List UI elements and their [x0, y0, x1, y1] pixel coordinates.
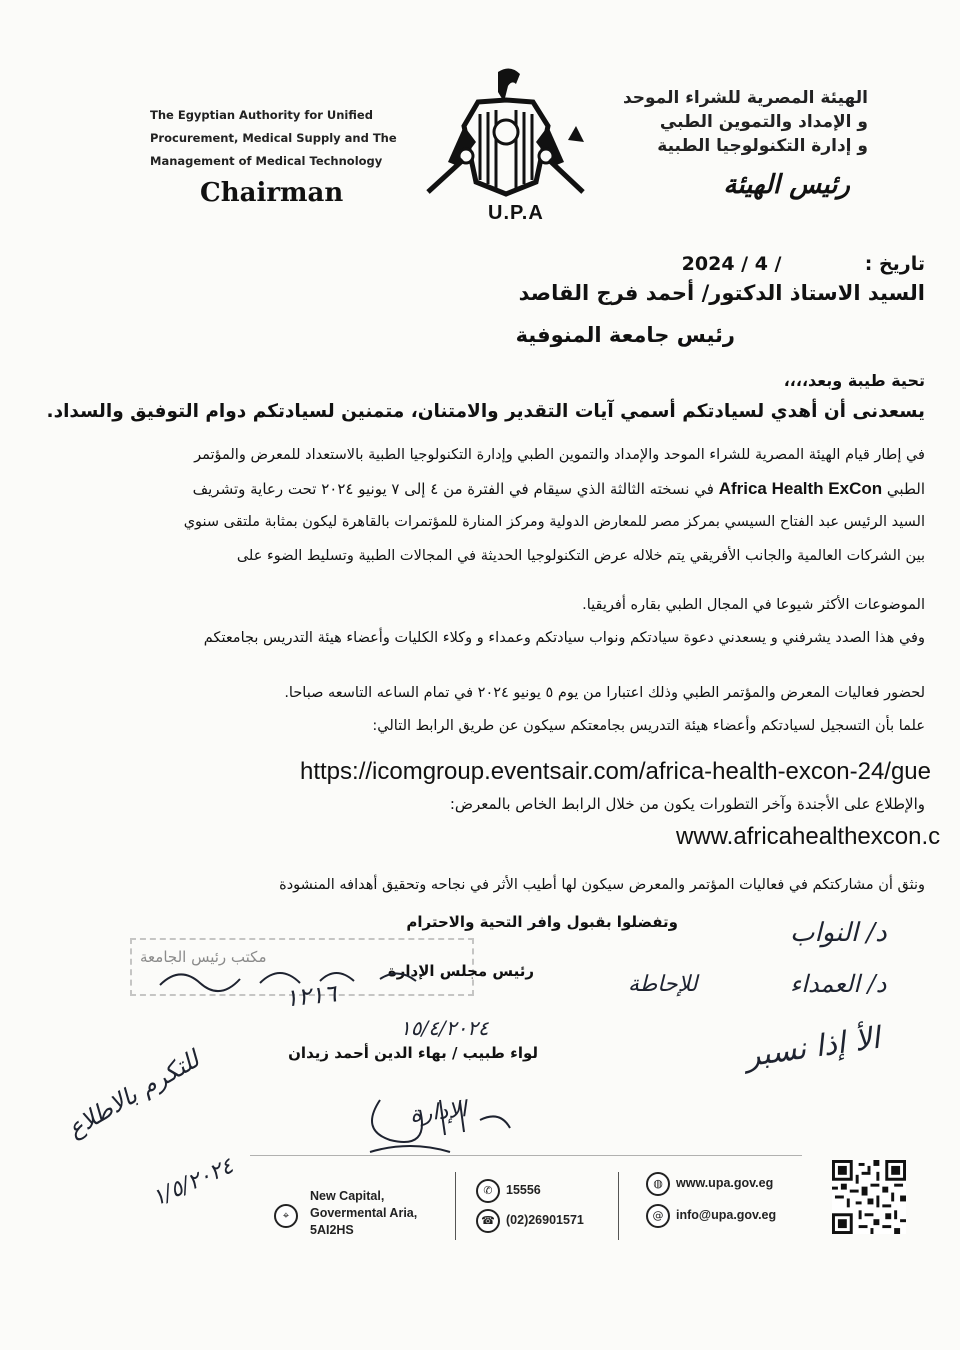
- addressee: السيد الاستاذ الدكتور/ أحمد فرج القاصد: [518, 281, 925, 305]
- body-line: وفي هذا الصدد يشرفني و يسعدني دعوة سيادتكم ونواب سيادتكم وعمداء و وكلاء الكليات وأعضاء هيئة التدريس بجامعتكم: [203, 630, 925, 646]
- body-line: السيد الرئيس عبد الفتاح السيسي بمركز مصر للمعارض الدولية ومركز المنارة للمؤتمرات بالقاهرة ليكون بمثابة ملتقى سنوي: [183, 514, 925, 530]
- english-org-name: [150, 104, 400, 173]
- body-line: علما بأن التسجيل لسيادتكم وأعضاء هيئة التدريس بجامعتكم سيكون عن طريق الرابط التالي:: [372, 718, 925, 734]
- body-line: لحضور فعاليات المعرض والمؤتمر الطبي وذلك اعتبارا من يوم ٥ يونيو ٢٠٢٤ في تمام الساعه التاسعه صباحا.: [284, 685, 925, 701]
- upa-logo-text: U.P.A: [488, 202, 544, 224]
- qr-code-icon: [832, 1160, 906, 1234]
- footer-phone-short: 15556: [506, 1183, 541, 1197]
- signatory-name: لواء طبيب / بهاء الدين أحمد زيدان: [288, 1044, 538, 1062]
- signature-scribble: [360, 1080, 520, 1160]
- handwritten-date: ١/٥/٢٠٢٤: [148, 1153, 238, 1212]
- at-icon: @: [646, 1204, 670, 1228]
- english-org-line: Procurement, Medical Supply and The: [150, 131, 397, 145]
- chairman-title-ar: رئيس الهيئة: [723, 170, 850, 200]
- body-line: بين الشركات العالمية والجانب الأفريقي يتم خلاله عرض التكنولوجيا الحديثة في المجالات الطبية وتسليط الضوء على: [236, 548, 925, 564]
- greeting: تحية طيبة وبعد،،،،: [783, 371, 925, 390]
- body-line-event: [193, 479, 925, 499]
- registration-link[interactable]: https://icomgroup.eventsair.com/africa-health-excon-24/gue: [300, 758, 931, 785]
- footer-separator: [618, 1172, 619, 1240]
- agenda-line: والإطلاع على الأجندة وآخر التطورات يكون من خلال الرابط الخاص بالمعرض:: [449, 795, 925, 813]
- handwritten-note: الأ إذا نسبر: [743, 1020, 883, 1075]
- footer-separator: [455, 1172, 456, 1240]
- salutation: وتفضلوا بقبول وافر التحية والاحترام: [406, 913, 678, 931]
- date-line: [682, 253, 925, 275]
- arabic-org-line: الهيئة المصرية للشراء الموحد: [622, 88, 868, 108]
- event-name: Africa Health ExCon: [718, 479, 883, 498]
- handwritten-number: ١٢١٦: [283, 979, 338, 1013]
- address-line: New Capital,: [310, 1189, 385, 1203]
- body-line: في إطار قيام الهيئة المصرية للشراء الموحد والإمداد والتموين الطبي وإدارة التكنولوجيا الطبية بالاستعداد للمعرض والمؤتمر: [194, 447, 925, 463]
- handwritten-note: للإحاطة: [628, 972, 698, 997]
- handwritten-note: د/ العمداء: [790, 970, 887, 998]
- footer-address: [310, 1188, 417, 1239]
- signatory-title: رئيس مجلس الإدارة: [387, 962, 534, 980]
- fax-icon: ☎: [476, 1209, 500, 1233]
- handwritten-note: للتكرم بالاطلاع: [62, 1045, 205, 1143]
- footer-phone-long: (02)26901571: [506, 1213, 584, 1227]
- exhibition-link[interactable]: www.africahealthexcon.c: [676, 823, 941, 850]
- phone-icon: ✆: [476, 1179, 500, 1203]
- footer-divider: [250, 1155, 802, 1156]
- address-line: Govermental Aria,: [310, 1206, 418, 1220]
- body-line: الطبي: [886, 480, 925, 498]
- arabic-org-line: و إدارة التكنولوجيا الطبية: [657, 136, 868, 156]
- addressee-title: رئيس جامعة المنوفية: [515, 323, 735, 347]
- handwritten-note: الإدارة: [408, 1097, 468, 1128]
- signature-scribble: [140, 955, 460, 995]
- handwritten-note: د/ النواب: [790, 918, 887, 948]
- location-icon: ⌖: [274, 1204, 298, 1228]
- date-value: 2024 / 4 /: [681, 253, 782, 275]
- body-line: الموضوعات الأكثر شيوعا في المجال الطبي بقاره أفريقيا.: [582, 597, 925, 613]
- arabic-org-line: و الإمداد والتموين الطبي: [659, 112, 868, 132]
- english-org-line: Management of Medical Technology: [150, 154, 383, 168]
- footer-email[interactable]: info@upa.gov.eg: [676, 1208, 777, 1222]
- arabic-org-name: [623, 86, 868, 158]
- intro-line: يسعدنى أن أهدي لسيادتكم أسمي آيات التقدير والامتنان، متمنين لسيادتكم دوام التوفيق والسداد.: [46, 401, 925, 422]
- footer-website[interactable]: www.upa.gov.eg: [676, 1176, 774, 1190]
- date-label: تاريخ :: [864, 253, 925, 275]
- closing-line: ونثق أن مشاركتكم في فعاليات المؤتمر والمعرض سيكون لها أطيب الأثر في نجاحه وتحقيق أهدافه المنشودة: [279, 877, 925, 893]
- body-line: في نسخته الثالثة الذي سيقام في الفترة من ٤ إلى ٧ يونيو ٢٠٢٤ تحت رعاية وتشريف: [192, 480, 714, 498]
- address-line: 5AI2HS: [310, 1223, 354, 1237]
- handwritten-date: ١٥/٤/٢٠٢٤: [400, 1016, 489, 1040]
- stamp-text: مكتب رئيس الجامعة: [140, 948, 267, 966]
- english-org-line: The Egyptian Authority for Unified: [150, 108, 373, 122]
- chairman-title-en: Chairman: [200, 178, 344, 208]
- globe-icon: ◍: [646, 1172, 670, 1196]
